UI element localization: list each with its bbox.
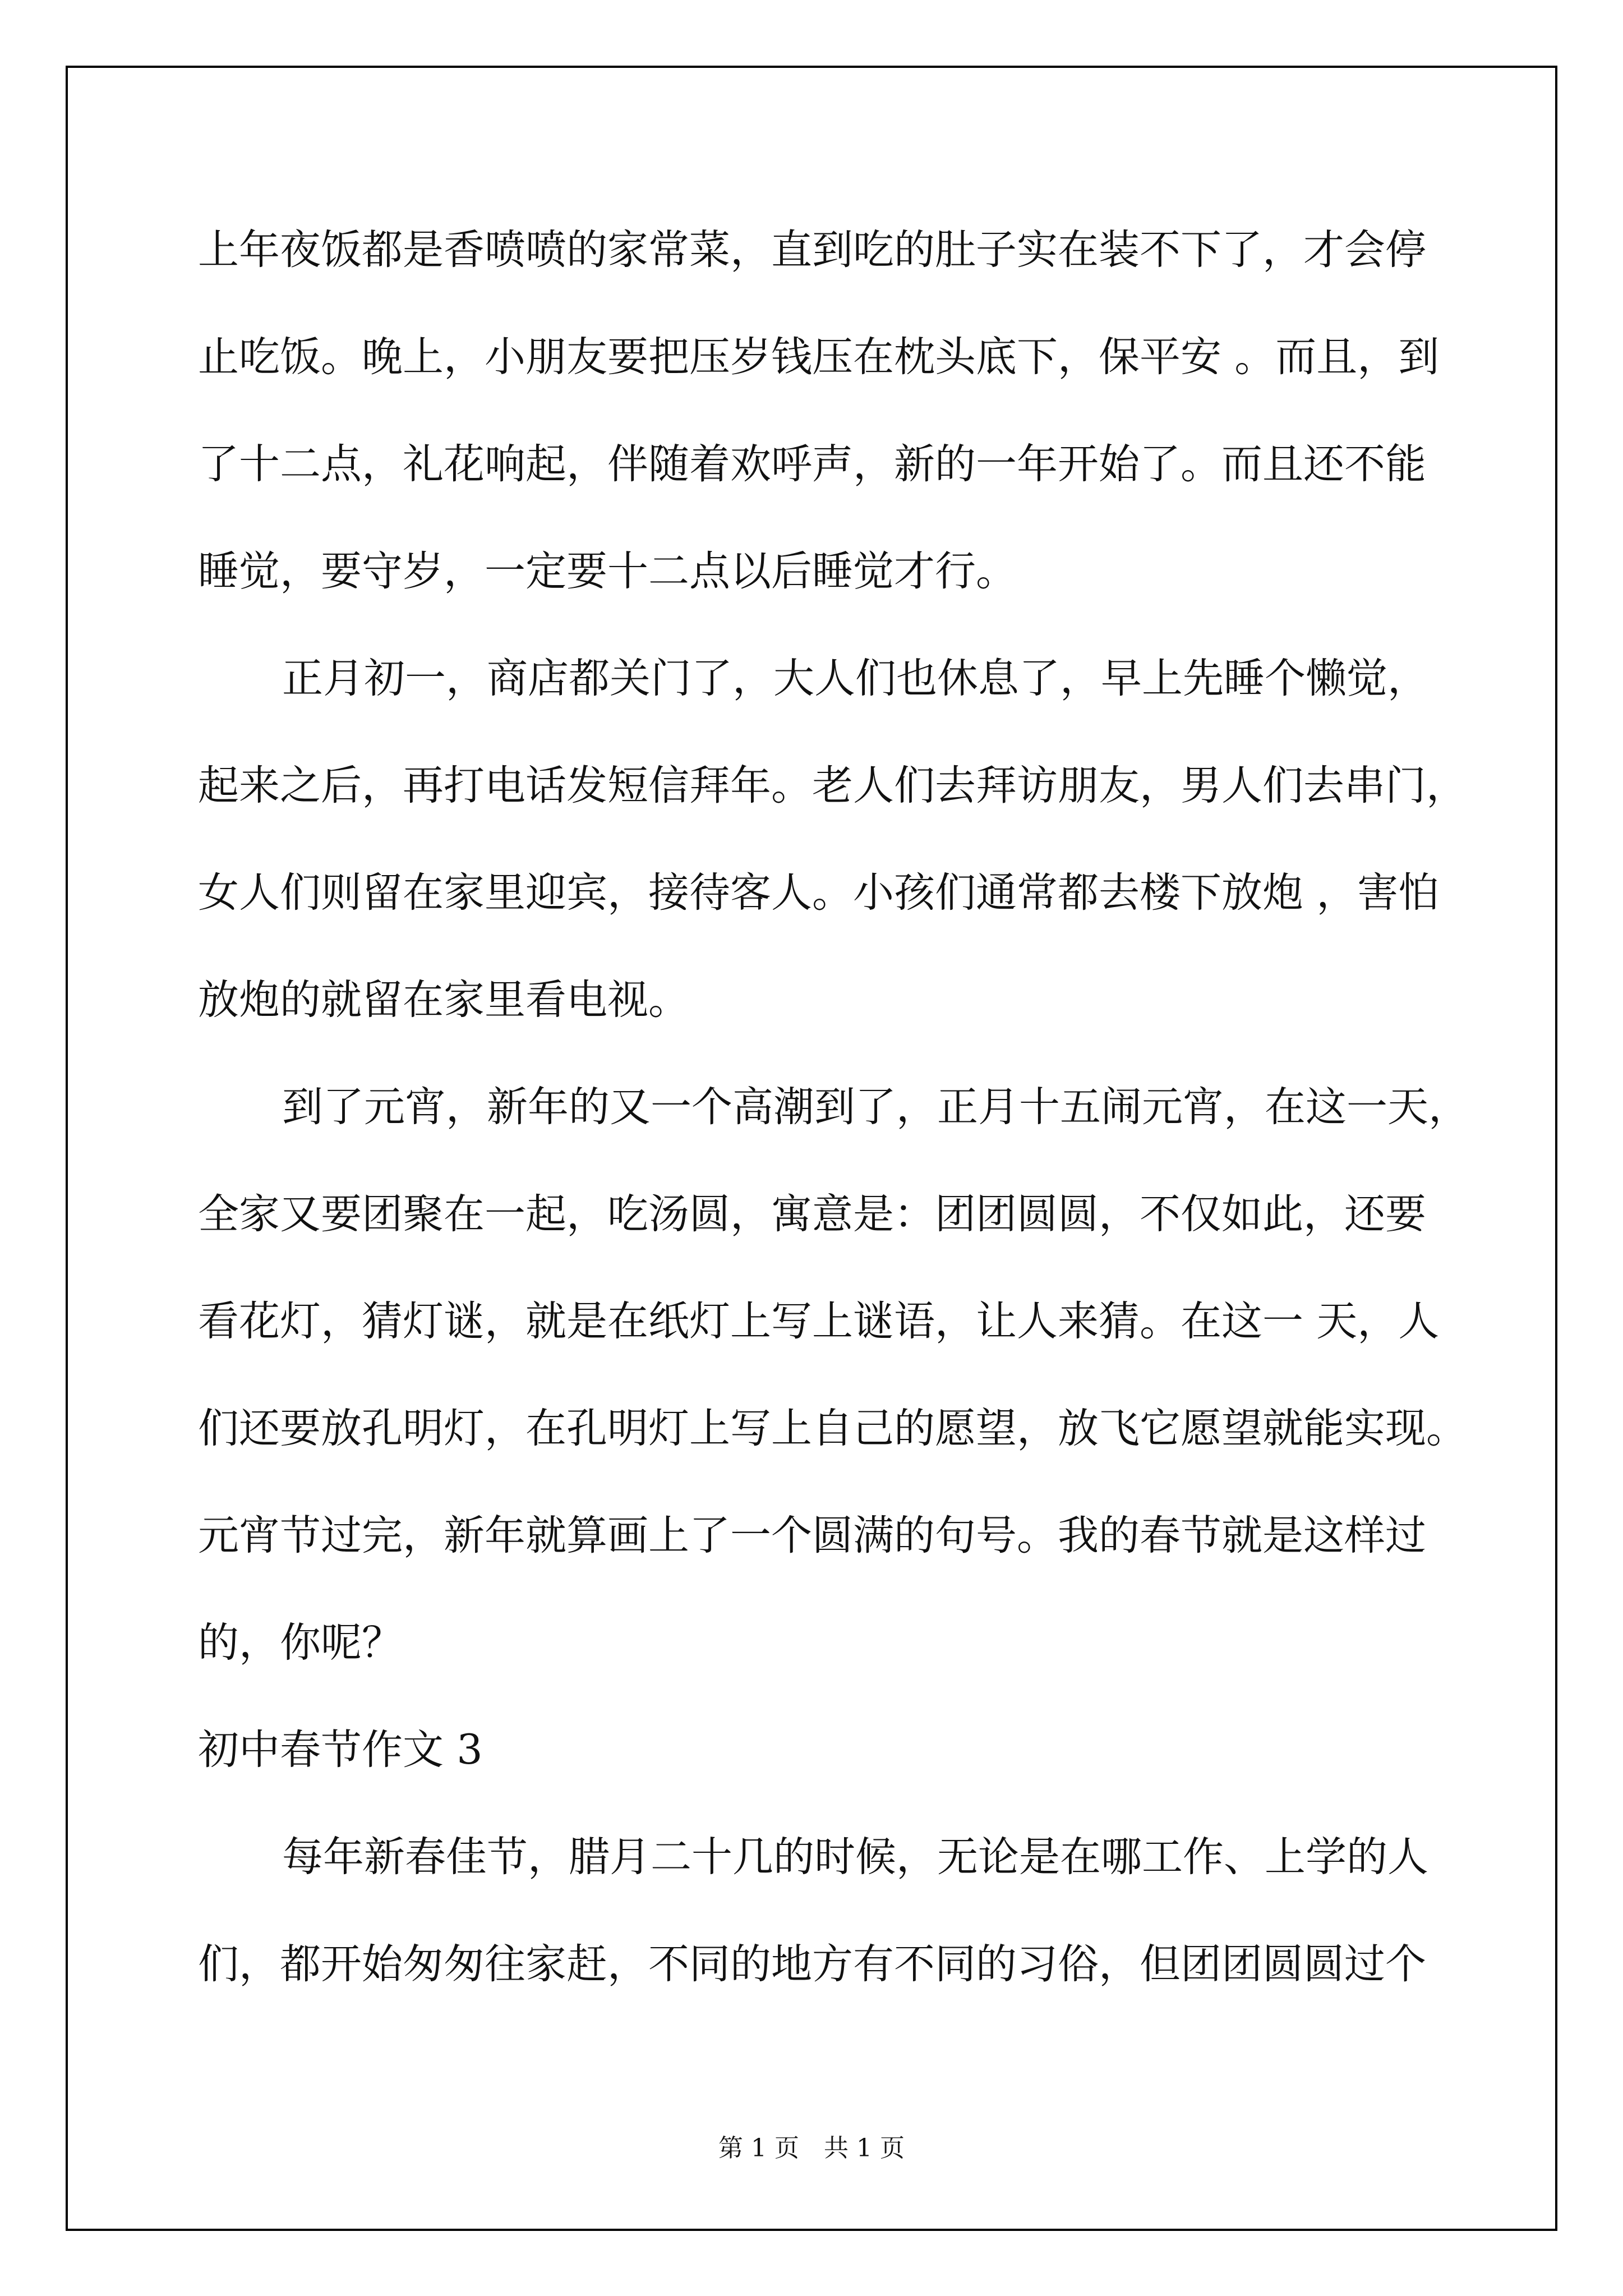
paragraph-1-line-4: 睡觉，要守岁，一定要十二点以后睡觉才行。: [198, 547, 1017, 595]
page-footer: 第 1 页 共 1 页: [718, 2134, 905, 2162]
paragraph-5-line-1: 每年新春佳节，腊月二十几的时候，无论是在哪工作、上学的人: [282, 1833, 1428, 1881]
paragraph-2-line-1: 正月初一，商店都关门了，大人们也休息了，早上先睡个懒觉，: [282, 655, 1428, 702]
paragraph-3-line-2: 全家又要团聚在一起，吃汤圆，寓意是：团团圆圆，不仅如此，还要: [198, 1190, 1426, 1238]
paragraph-3-line-1: 到了元宵，新年的又一个高潮到了，正月十五闹元宵，在这一天，: [282, 1083, 1469, 1131]
page-border: [66, 66, 1557, 2231]
paragraph-1-line-3: 了十二点，礼花响起，伴随着欢呼声，新的一年开始了。而且还不能: [198, 440, 1426, 488]
paragraph-2-line-4: 放炮的就留在家里看电视。: [198, 976, 689, 1024]
paragraph-1-line-2: 止吃饭。晚上，小朋友要把压岁钱压在枕头底下，保平安 。而且，到: [198, 333, 1440, 381]
paragraph-3-line-4: 们还要放孔明灯，在孔明灯上写上自己的愿望，放飞它愿望就能实现。: [198, 1405, 1467, 1452]
paragraph-5-line-2: 们，都开始匆匆往家赶，不同的地方有不同的习俗，但团团圆圆过个: [198, 1940, 1426, 1988]
section-heading: 初中春节作文 3: [198, 1726, 483, 1774]
paragraph-2-line-3: 女人们则留在家里迎宾，接待客人。小孩们通常都去楼下放炮 ，害怕: [198, 869, 1440, 917]
paragraph-3-line-3: 看花灯，猜灯谜，就是在纸灯上写上谜语，让人来猜。在这一 天，人: [198, 1297, 1440, 1345]
paragraph-3-line-5: 元宵节过完，新年就算画上了一个圆满的句号。我的春节就是这样过: [198, 1512, 1426, 1559]
paragraph-3-line-6: 的，你呢？: [198, 1619, 403, 1667]
paragraph-1-line-1: 上年夜饭都是香喷喷的家常菜，直到吃的肚子实在装不下了，才会停: [198, 226, 1426, 274]
paragraph-2-line-2: 起来之后，再打电话发短信拜年。老人们去拜访朋友，男人们去串门，: [198, 762, 1467, 809]
